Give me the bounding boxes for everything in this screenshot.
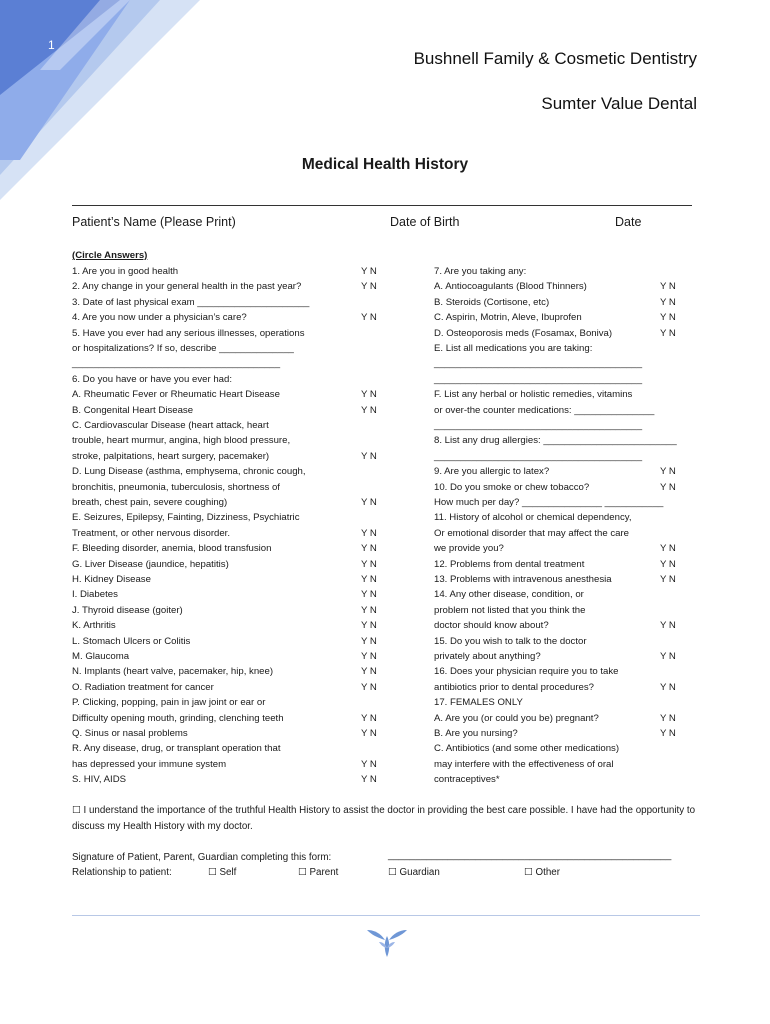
left-yes-no-answer[interactable]: Y N [361, 558, 377, 570]
right-question-text: How much per day? _______________ ___________ [434, 497, 664, 508]
right-yes-no-answer[interactable]: Y N [660, 466, 676, 478]
right-question-text: we provide you? [434, 543, 504, 555]
left-yes-no-answer[interactable]: Y N [361, 543, 377, 555]
patient-info-line[interactable] [72, 205, 692, 206]
right-question-text: 11. History of alcohol or chemical dependency, [434, 512, 632, 524]
left-question-text: Q. Sinus or nasal problems [72, 728, 188, 739]
relationship-self-checkbox[interactable]: ☐ Self [208, 867, 237, 878]
right-question-text: 10. Do you smoke or chew tobacco? [434, 481, 590, 493]
relationship-other-checkbox[interactable]: ☐ Other [524, 867, 561, 878]
right-yes-no-answer[interactable]: Y N [660, 558, 676, 570]
right-question-text: B. Steroids (Cortisone, etc) [434, 296, 550, 308]
right-yes-no-answer[interactable]: Y N [660, 543, 676, 555]
right-yes-no-answer[interactable]: Y N [660, 574, 676, 585]
corner-decoration [0, 0, 200, 210]
left-question-text: C. Cardiovascular Disease (heart attack, heart [72, 420, 269, 431]
right-question-text: D. Osteoporosis meds (Fosamax, Boniva) [434, 327, 613, 339]
dob-label: Date of Birth [390, 215, 460, 229]
right-question-text: antibiotics prior to dental procedures? [434, 681, 594, 693]
left-yes-no-answer[interactable]: Y N [361, 635, 377, 647]
right-question-text: E. List all medications you are taking: [434, 343, 593, 354]
right-question-text: _______________________________________ [434, 450, 643, 462]
right-question-text: B. Are you nursing? [434, 728, 518, 739]
left-question-text: N. Implants (heart valve, pacemaker, hip, knee) [72, 666, 274, 678]
left-question-text: 1. Are you in good health [72, 266, 179, 277]
left-question-text: J. Thyroid disease (goiter) [72, 604, 183, 616]
right-question-text: 7. Are you taking any: [434, 266, 527, 277]
right-yes-no-answer[interactable]: Y N [660, 296, 676, 308]
left-question-text: or hospitalizations? If so, describe ______________ [72, 343, 294, 354]
right-question-text: contraceptives* [434, 774, 500, 786]
practice-logo-icon [365, 926, 409, 958]
right-question-text: Or emotional disorder that may affect the care [434, 527, 629, 539]
left-question-text: 3. Date of last physical exam _____________________ [72, 296, 310, 308]
circle-answers-heading: (Circle Answers) [72, 250, 148, 261]
left-question-text: I. Diabetes [72, 589, 118, 601]
right-question-text: 9. Are you allergic to latex? [434, 466, 550, 478]
left-question-text: B. Congenital Heart Disease [72, 404, 194, 416]
right-yes-no-answer[interactable]: Y N [660, 681, 676, 693]
left-question-text: 5. Have you ever had any serious illnesses, operations [72, 327, 305, 339]
left-yes-no-answer[interactable]: Y N [361, 758, 377, 770]
right-yes-no-answer[interactable]: Y N [660, 481, 676, 493]
left-yes-no-answer[interactable]: Y N [361, 574, 377, 585]
left-yes-no-answer[interactable]: Y N [361, 666, 377, 678]
left-question-text: L. Stomach Ulcers or Colitis [72, 635, 191, 647]
left-question-text: K. Arthritis [72, 620, 116, 632]
left-yes-no-answer[interactable]: Y N [361, 681, 377, 693]
right-question-text: F. List any herbal or holistic remedies, vitamins [434, 389, 633, 401]
left-question-text: Treatment, or other nervous disorder. [72, 527, 231, 539]
right-question-text: 13. Problems with intravenous anesthesia [434, 574, 612, 585]
left-question-text: _______________________________________ [72, 358, 281, 370]
right-question-text: C. Antibiotics (and some other medications) [434, 743, 620, 755]
left-yes-no-answer[interactable]: Y N [361, 712, 377, 724]
right-question-text: 16. Does your physician require you to take [434, 666, 619, 678]
left-question-text: A. Rheumatic Fever or Rheumatic Heart Disease [72, 389, 280, 401]
practice-name: Bushnell Family & Cosmetic Dentistry [413, 49, 697, 68]
left-yes-no-answer[interactable]: Y N [361, 651, 377, 662]
left-question-text: E. Seizures, Epilepsy, Fainting, Dizziness, Psychiatric [72, 512, 300, 524]
left-question-text: stroke, palpitations, heart surgery, pacemaker) [72, 450, 270, 462]
left-question-text: F. Bleeding disorder, anemia, blood transfusion [72, 543, 272, 555]
left-question-text: R. Any disease, drug, or transplant operation that [72, 743, 281, 755]
right-question-text: 8. List any drug allergies: _________________________ [434, 435, 677, 447]
left-question-text: D. Lung Disease (asthma, emphysema, chronic cough, [72, 466, 306, 478]
right-question-text: _______________________________________ [434, 420, 643, 431]
right-yes-no-answer[interactable]: Y N [660, 651, 676, 662]
left-question-text: Difficulty opening mouth, grinding, clenching teeth [72, 712, 284, 724]
right-question-text: A. Antiocoagulants (Blood Thinners) [434, 281, 587, 293]
left-yes-no-answer[interactable]: Y N [361, 620, 377, 632]
left-question-text: S. HIV, AIDS [72, 774, 127, 786]
left-question-text: G. Liver Disease (jaundice, hepatitis) [72, 558, 229, 570]
left-question-text: O. Radiation treatment for cancer [72, 681, 214, 693]
right-question-text: may interfere with the effectiveness of oral [434, 758, 614, 770]
left-yes-no-answer[interactable]: Y N [361, 312, 377, 324]
left-question-text: has depressed your immune system [72, 758, 227, 770]
right-question-text: doctor should know about? [434, 620, 549, 632]
left-yes-no-answer[interactable]: Y N [361, 497, 377, 508]
left-question-text: 2. Any change in your general health in the past year? [72, 281, 302, 293]
practice-subname: Sumter Value Dental [541, 94, 697, 113]
left-yes-no-answer[interactable]: Y N [361, 266, 377, 277]
right-question-text: 17. FEMALES ONLY [434, 697, 523, 709]
right-yes-no-answer[interactable]: Y N [660, 281, 676, 293]
right-yes-no-answer[interactable]: Y N [660, 728, 676, 739]
page-number: 1 [48, 38, 55, 52]
acknowledgement-statement[interactable]: ☐ I understand the importance of the truthful Health History to assist the doctor in providing the best care possible. I have had the opportunity to discuss my Health History with my doctor. [72, 805, 696, 832]
right-question-text: _______________________________________ [434, 358, 643, 370]
left-yes-no-answer[interactable]: Y N [361, 404, 377, 416]
left-question-text: M. Glaucoma [72, 651, 130, 662]
right-question-text: A. Are you (or could you be) pregnant? [434, 712, 599, 724]
right-question-text: privately about anything? [434, 651, 541, 662]
patient-name-label: Patient’s Name (Please Print) [72, 215, 236, 229]
right-question-text: 14. Any other disease, condition, or [434, 589, 584, 601]
left-yes-no-answer[interactable]: Y N [361, 450, 377, 462]
left-yes-no-answer[interactable]: Y N [361, 728, 377, 739]
left-question-text: 6. Do you have or have you ever had: [72, 373, 232, 385]
left-yes-no-answer[interactable]: Y N [361, 604, 377, 616]
right-yes-no-answer[interactable]: Y N [660, 620, 676, 632]
right-question-text: problem not listed that you think the [434, 604, 586, 616]
left-question-text: trouble, heart murmur, angina, high blood pressure, [72, 435, 291, 447]
left-question-text: P. Clicking, popping, pain in jaw joint or ear or [72, 697, 266, 709]
left-question-text: H. Kidney Disease [72, 574, 151, 585]
right-yes-no-answer[interactable]: Y N [660, 327, 676, 339]
left-question-text: breath, chest pain, severe coughing) [72, 497, 228, 508]
left-yes-no-answer[interactable]: Y N [361, 281, 377, 293]
left-yes-no-answer[interactable]: Y N [361, 527, 377, 539]
right-question-text: 12. Problems from dental treatment [434, 558, 585, 570]
form-title: Medical Health History [301, 156, 469, 173]
relationship-guardian-checkbox[interactable]: ☐ Guardian [388, 867, 440, 878]
right-question-text: C. Aspirin, Motrin, Aleve, Ibuprofen [434, 312, 582, 324]
relationship-parent-checkbox[interactable]: ☐ Parent [298, 867, 339, 878]
right-yes-no-answer[interactable]: Y N [660, 712, 676, 724]
left-question-text: 4. Are you now under a physician’s care? [72, 312, 247, 324]
right-question-text: _______________________________________ [434, 373, 643, 385]
left-yes-no-answer[interactable]: Y N [361, 589, 377, 601]
right-question-text: or over-the counter medications: _______________ [434, 404, 655, 416]
relationship-label: Relationship to patient: [72, 867, 172, 878]
left-yes-no-answer[interactable]: Y N [361, 389, 377, 401]
date-label: Date [615, 215, 642, 229]
right-yes-no-answer[interactable]: Y N [660, 312, 676, 324]
footer-divider [72, 915, 700, 916]
signature-line[interactable]: ____________________________________________________ [388, 850, 672, 861]
right-question-text: 15. Do you wish to talk to the doctor [434, 635, 587, 647]
signature-label: Signature of Patient, Parent, Guardian completing this form: [72, 852, 332, 863]
left-question-text: bronchitis, pneumonia, tuberculosis, shortness of [72, 481, 280, 493]
left-yes-no-answer[interactable]: Y N [361, 774, 377, 786]
